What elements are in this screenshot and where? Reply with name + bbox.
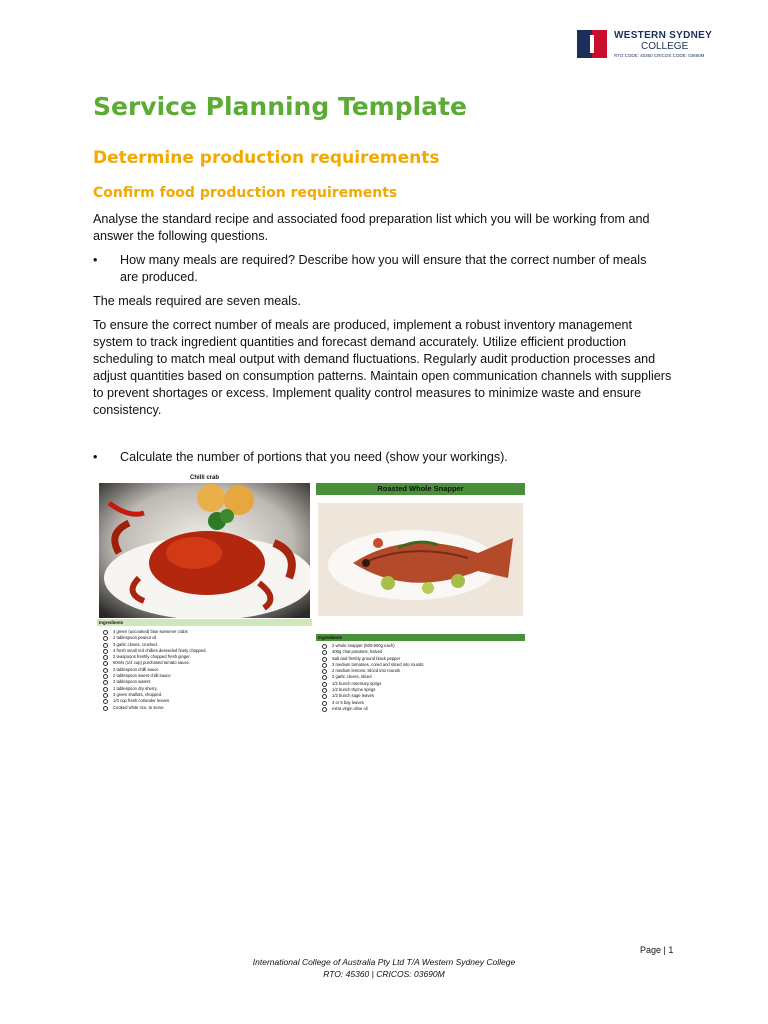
ingredient-item: 2 garlic cloves, sliced <box>322 674 423 680</box>
footer-college-name: International College of Australia Pty Ltd T/A Western Sydney College <box>252 957 516 967</box>
ingredient-item: 400g chat potatoes, halved <box>322 649 423 655</box>
ingredient-item: 1/2 bunch rosemary sprigs <box>322 681 423 687</box>
recipe-image-chilli-crab <box>97 472 312 722</box>
ingredient-item: 2 tablespoon peanut oil <box>103 635 207 641</box>
ingredient-item: 2 teaspoons freshly chopped fresh ginger. <box>103 654 207 660</box>
ingredient-item: extra virgin olive oil <box>322 706 423 712</box>
chilli-crab-photo <box>99 483 310 618</box>
ingredient-item: 2 medium lemons, sliced into rounds <box>322 668 423 674</box>
intro-paragraph: Analyse the standard recipe and associated food preparation list which you will be working from and answer the following questions. <box>93 212 650 243</box>
ingredients-list <box>103 629 207 711</box>
ingredient-item: 4 green (uncooked) blue swimmer crabs <box>103 629 207 635</box>
ingredient-item: 2 tablespoon sweet chilli sauce <box>103 673 207 679</box>
ingredient-item: 60mls (1/4 cup) purchased tomato sauce. <box>103 660 207 666</box>
ingredient-item: 4 fresh small red chillies deseeded finely chopped. <box>103 648 207 654</box>
logo-text-name: WESTERN SYDNEY <box>614 30 713 41</box>
ingredient-item: 2 tablespoon waters <box>103 679 207 685</box>
ingredient-item: 3 medium tomatoes, cored and sliced into rounds <box>322 662 423 668</box>
ingredient-item: Salt and freshly ground black pepper <box>322 656 423 662</box>
logo-text-codes: RTO CODE: 45360 CRICOS CODE: 03690M <box>614 53 705 58</box>
ingredient-item: 1/2 bunch sage leaves <box>322 693 423 699</box>
ingredient-item: 4 or 5 bay leaves <box>322 700 423 706</box>
ingredient-item: 3 garlic cloves, crushed. <box>103 642 207 648</box>
ingredient-item: Cooked white rice, to serve. <box>103 705 207 711</box>
recipe-image-roasted-snapper <box>316 483 525 722</box>
logo-text-college: COLLEGE <box>641 41 689 52</box>
bullet-icon: • <box>93 253 98 267</box>
ingredient-item: 2 whole snapper (500-600g each) <box>322 643 423 649</box>
question-text: Calculate the number of portions that you need (show your workings). <box>120 450 508 464</box>
ingredients-header: Ingredients <box>316 634 525 641</box>
footer-codes: RTO: 45360 | CRICOS: 03690M <box>323 969 445 979</box>
recipe-title: Chilli crab <box>189 475 219 481</box>
college-crest-icon <box>577 30 607 58</box>
roasted-snapper-photo <box>318 503 523 616</box>
ingredient-item: 1/3 cup fresh coriander leaves <box>103 698 207 704</box>
page-number: Page | 1 <box>640 945 674 955</box>
page-title: Service Planning Template <box>93 92 467 121</box>
ingredient-item: 3 green shallots, chopped. <box>103 692 207 698</box>
sub-heading: Confirm food production requirements <box>93 185 398 201</box>
question-text: How many meals are required? Describe how you will ensure that the correct number of meals are produced. <box>120 253 647 284</box>
ingredient-item: 1/2 bunch thyme sprigs <box>322 687 423 693</box>
ingredients-header: Ingredients <box>97 619 312 626</box>
section-heading: Determine production requirements <box>93 148 440 168</box>
recipe-title: Roasted Whole Snapper <box>316 483 525 495</box>
answer-meals-count: The meals required are seven meals. <box>93 294 301 308</box>
ingredient-item: 1 tablespoon dry sherry. <box>103 686 207 692</box>
answer-meals-method: To ensure the correct number of meals are produced, implement a robust inventory management system to track ingredient quantities and forecast demand accurately. Utilize efficient production scheduling to match meal output with demand fluctuations. Regularly audit production processes and adjust quantities based on consumption patterns. Maintain open communication channels with suppliers to prevent shortages or excess. Implement quality control measures to minimize waste and ensure consistency. <box>93 318 672 417</box>
ingredient-item: 2 tablespoon chilli sauce <box>103 667 207 673</box>
ingredients-list <box>322 643 423 712</box>
college-logo <box>577 28 727 62</box>
bullet-icon: • <box>93 450 98 464</box>
